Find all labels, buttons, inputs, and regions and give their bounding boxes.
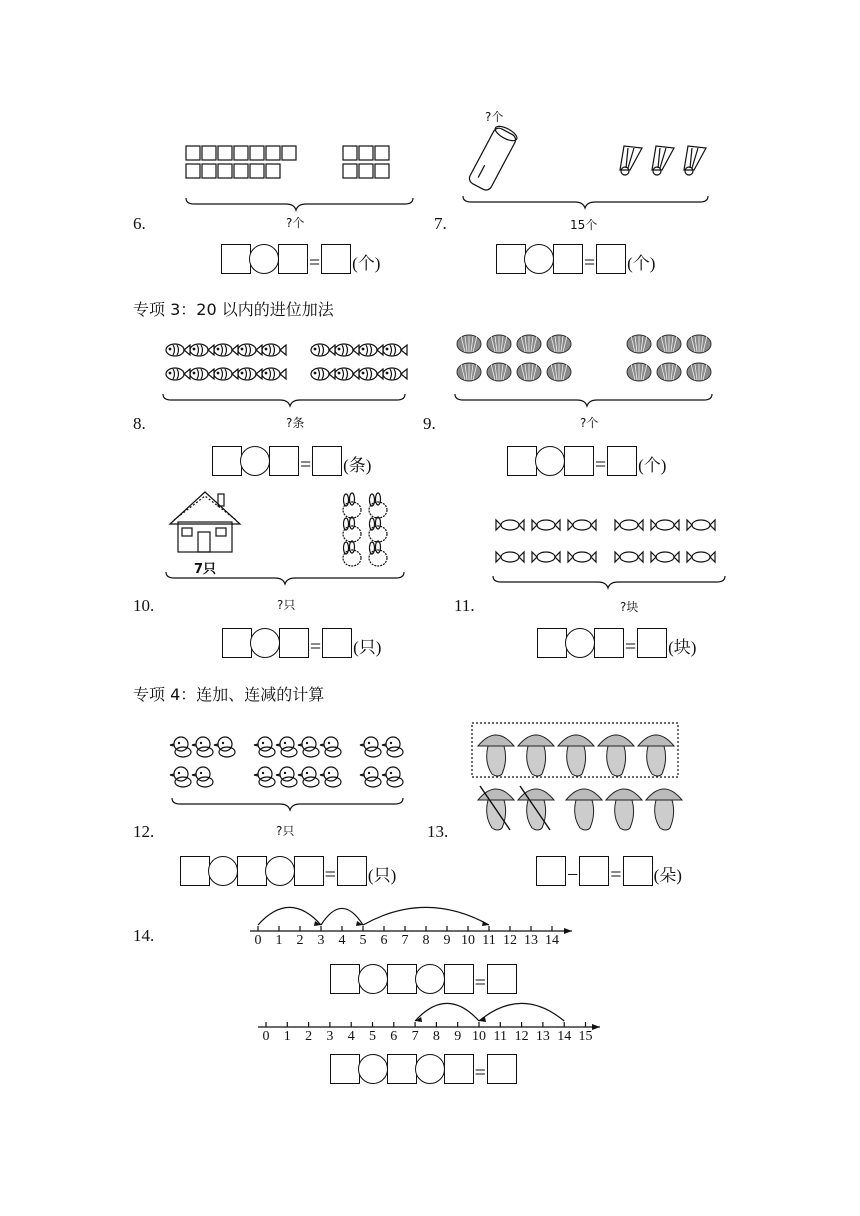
tick-label: 14: [557, 1029, 572, 1044]
problem-number: 14.: [133, 926, 155, 945]
brace-label: ?块: [620, 600, 639, 614]
equals-sign: =: [610, 864, 622, 886]
jump-arc: [479, 1003, 564, 1021]
unit-label: (条): [343, 456, 372, 475]
jump-arc: [415, 1003, 479, 1021]
tick-label: 13: [535, 1029, 550, 1044]
tick-label: 11: [493, 1029, 508, 1044]
brace-label: ?只: [277, 598, 296, 612]
tick-label: 5: [359, 933, 367, 948]
problem-number: 13.: [427, 822, 449, 841]
equals-sign: =: [324, 864, 336, 886]
unit-label: (朵): [653, 866, 682, 885]
tick-label: 12: [503, 933, 517, 948]
minus-sign: −: [567, 864, 579, 886]
tick-label: 3: [317, 933, 325, 948]
tick-label: 8: [432, 1029, 440, 1044]
section-title: 专项 3：20 以内的进位加法: [133, 300, 334, 319]
operator-circle[interactable]: [415, 1054, 445, 1084]
unit-label: (只): [353, 638, 382, 657]
tick-label: 11: [482, 933, 496, 948]
brace-label: 15个: [570, 218, 598, 232]
tick-label: 4: [347, 1029, 355, 1044]
problem-number: 8.: [133, 414, 146, 433]
unit-label: (只): [367, 866, 397, 885]
brace-label: ?个: [580, 416, 599, 430]
unit-label: (个): [352, 254, 381, 273]
problem-number: 10.: [133, 596, 155, 615]
problem-number: 6.: [133, 214, 146, 233]
unit-label: (个): [638, 456, 667, 475]
equals-sign: =: [309, 636, 322, 658]
tick-label: 14: [545, 933, 559, 948]
tick-label: 7: [411, 1029, 419, 1044]
equals-sign: =: [308, 252, 321, 274]
tick-label: 9: [454, 1029, 462, 1044]
tick-label: 1: [283, 1029, 291, 1044]
answer-box[interactable]: [444, 1054, 474, 1084]
tick-label: 15: [578, 1029, 593, 1044]
brace-label: ?只: [276, 824, 295, 838]
tick-label: 7: [401, 933, 409, 948]
answer-box[interactable]: [387, 1054, 417, 1084]
tick-label: 2: [296, 933, 304, 948]
tick-label: 1: [275, 933, 283, 948]
section-title: 专项 4：连加、连减的计算: [133, 685, 325, 704]
tick-label: 3: [326, 1029, 334, 1044]
tick-label: 12: [514, 1029, 529, 1044]
tick-label: 0: [254, 933, 262, 948]
equals-sign: =: [624, 636, 637, 658]
operator-circle[interactable]: [358, 1054, 388, 1084]
answer-box[interactable]: [487, 1054, 517, 1084]
problem-number: 12.: [133, 822, 155, 841]
tick-label: 5: [369, 1029, 376, 1044]
tick-label: 10: [461, 933, 475, 948]
house-label: 7只: [194, 562, 217, 577]
tube-label: ?个: [485, 110, 504, 124]
equals-sign: =: [474, 1062, 486, 1084]
tick-label: 0: [262, 1029, 270, 1044]
problem-number: 7.: [434, 214, 447, 233]
answer-box[interactable]: [330, 1054, 360, 1084]
tick-label: 8: [422, 933, 430, 948]
tick-label: 4: [338, 933, 346, 948]
equals-sign: =: [474, 972, 486, 994]
tick-label: 2: [305, 1029, 313, 1044]
unit-label: (块): [668, 638, 697, 657]
tick-label: 9: [443, 933, 451, 948]
problem-number: 9.: [423, 414, 436, 433]
tick-label: 10: [472, 1029, 486, 1044]
unit-label: (个): [627, 254, 656, 273]
tick-label: 6: [390, 1029, 398, 1044]
problem-number: 11.: [454, 596, 475, 615]
equals-sign: =: [583, 252, 596, 274]
tick-label: 13: [524, 933, 538, 948]
tick-label: 6: [380, 933, 388, 948]
brace-label: ?个: [286, 216, 305, 230]
equals-sign: =: [299, 454, 312, 476]
brace-label: ?条: [286, 416, 305, 430]
equals-sign: =: [594, 454, 607, 476]
equation: [330, 1054, 517, 1084]
